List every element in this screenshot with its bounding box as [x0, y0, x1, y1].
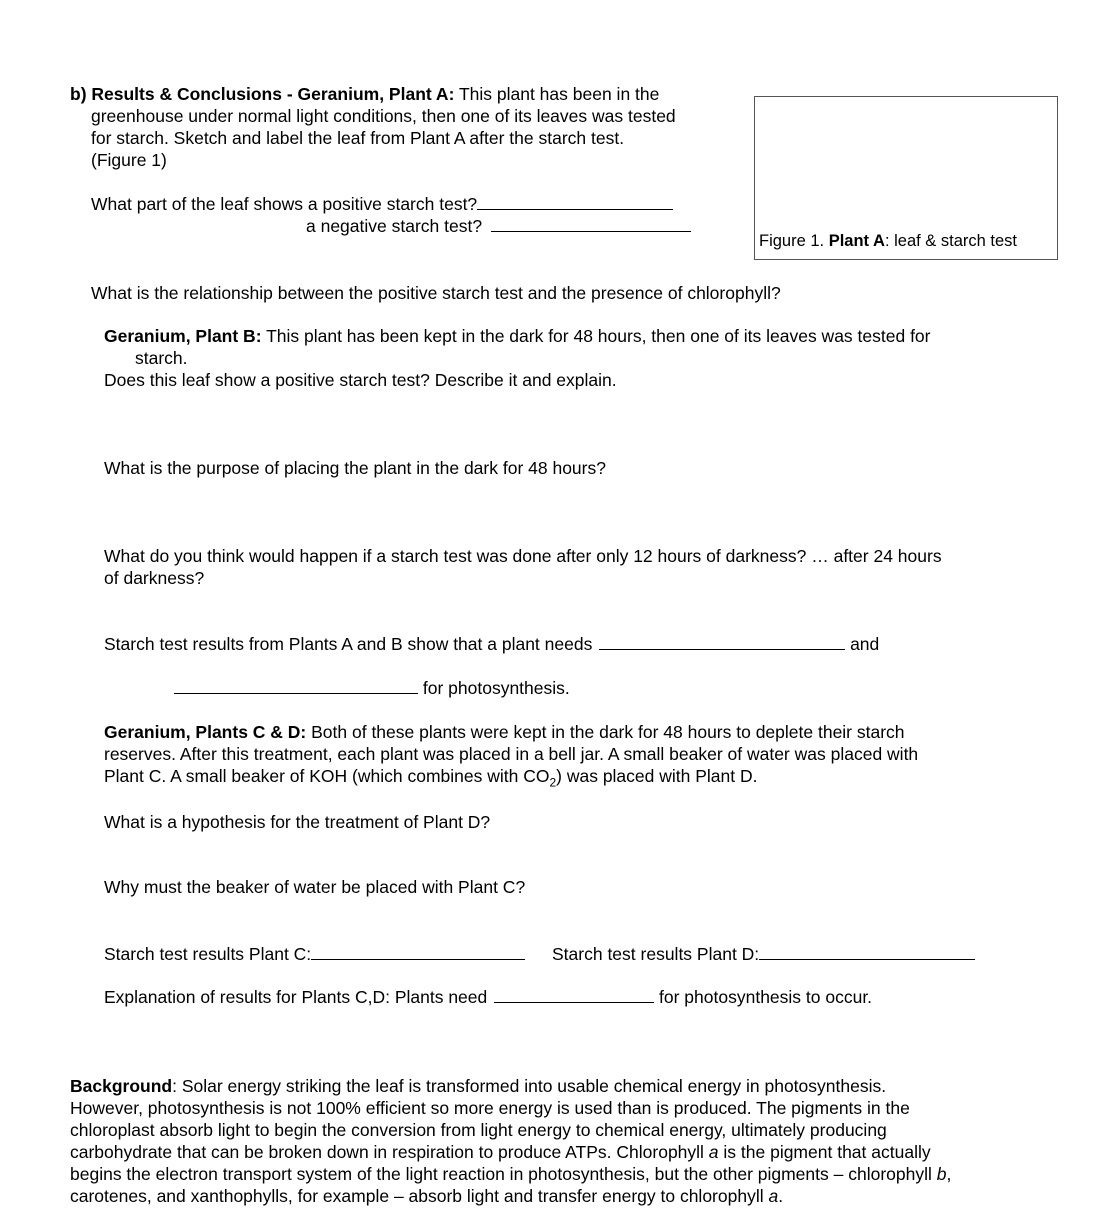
- figure-1-caption: [759, 230, 1017, 252]
- background-line-6: [70, 1185, 1050, 1207]
- plant-cd-heading-line: [104, 721, 905, 743]
- ab-results-statement-2: [174, 677, 570, 699]
- negative-starch-answer-line[interactable]: [491, 215, 691, 232]
- background-l5-italic: b: [936, 1164, 947, 1184]
- explanation-label: Explanation of results for Plants C,D: Plants need: [104, 987, 488, 1007]
- background-l5: begins the electron transport system of the light reaction in photosynthesis, but the other pigments – chlorophyll: [70, 1164, 937, 1184]
- plant-a-label: b) Results & Conclusions - Geranium, Plant A:: [70, 84, 455, 104]
- background-l4-italic: a: [708, 1142, 719, 1162]
- describe-question: Does this leaf show a positive starch test? Describe it and explain.: [104, 370, 617, 390]
- plant-cd-text-2: reserves. After this treatment, each plant was placed in a bell jar. A small beaker of water was placed with: [104, 744, 919, 764]
- background-l1: : Solar energy striking the leaf is transformed into usable chemical energy in photosynthesis.: [172, 1076, 887, 1096]
- background-line-3: chloroplast absorb light to begin the conversion from light energy to chemical energy, ultimately producing: [70, 1120, 887, 1140]
- plant-cd-text-3: [104, 765, 758, 790]
- result-c-label: Starch test results Plant C:: [104, 944, 312, 964]
- figure-caption-bold: Plant A: [828, 232, 885, 250]
- purpose-question: What is the purpose of placing the plant in the dark for 48 hours?: [104, 458, 606, 478]
- hypothesis-question: What is a hypothesis for the treatment of Plant D?: [104, 812, 491, 832]
- explanation-suffix: for photosynthesis to occur.: [659, 987, 873, 1007]
- background-l6-italic: a: [768, 1186, 779, 1206]
- ab-results-text: Starch test results from Plants A and B show that a plant needs: [104, 634, 593, 654]
- background-paragraph: [70, 1075, 1050, 1207]
- ab-results-answer-line-1[interactable]: [599, 633, 845, 650]
- plant-cd-text-1: Both of these plants were kept in the dark for 48 hours to deplete their starch: [306, 722, 905, 742]
- relationship-question: What is the relationship between the positive starch test and the presence of chlorophyll?: [91, 283, 781, 303]
- background-line-4: [70, 1141, 1050, 1163]
- plant-cd-text-3a: Plant C. A small beaker of KOH (which combines with CO: [104, 766, 550, 786]
- negative-starch-label: a negative starch test?: [306, 216, 483, 236]
- result-c-row: [104, 943, 525, 965]
- background-l5-end: ,: [946, 1164, 952, 1184]
- plant-a-text-3: for starch. Sketch and label the leaf from Plant A after the starch test.: [91, 128, 625, 148]
- result-d-row: [552, 943, 975, 965]
- positive-starch-answer-line[interactable]: [477, 193, 673, 210]
- plant-b-text-1: This plant has been kept in the dark for 48 hours, then one of its leaves was tested for: [261, 326, 931, 346]
- hours-question-line-1: What do you think would happen if a starch test was done after only 12 hours of darkness? … after 24 hours: [104, 546, 942, 566]
- result-c-answer-line[interactable]: [311, 943, 525, 960]
- figure-caption-prefix: Figure 1.: [759, 232, 829, 250]
- background-l6: carotenes, and xanthophylls, for example – absorb light and transfer energy to chlorophyll: [70, 1186, 769, 1206]
- result-d-answer-line[interactable]: [759, 943, 975, 960]
- result-d-label: Starch test results Plant D:: [552, 944, 760, 964]
- plant-cd-label: Geranium, Plants C & D:: [104, 722, 307, 742]
- positive-starch-label: What part of the leaf shows a positive starch test?: [91, 194, 478, 214]
- plant-cd-text-3b: ) was placed with Plant D.: [556, 766, 758, 786]
- water-question: Why must the beaker of water be placed with Plant C?: [104, 877, 526, 897]
- ab-results-and: and: [850, 634, 880, 654]
- background-label: Background: [70, 1076, 173, 1096]
- co2-subscript: 2: [549, 775, 557, 790]
- plant-a-text-1: This plant has been in the: [454, 84, 660, 104]
- plant-b-heading-line: [104, 325, 931, 347]
- hours-question-line-2: of darkness?: [104, 568, 205, 588]
- background-l4: carbohydrate that can be broken down in respiration to produce ATPs. Chlorophyll: [70, 1142, 709, 1162]
- plant-a-heading-line: [70, 83, 659, 105]
- positive-starch-question: [91, 193, 673, 215]
- ab-results-answer-line-2[interactable]: [174, 677, 418, 694]
- ab-results-for: for photosynthesis.: [422, 678, 570, 698]
- background-line-5: [70, 1163, 1050, 1185]
- negative-starch-question: [306, 215, 691, 237]
- ab-results-statement: [104, 633, 879, 655]
- background-line-1: [70, 1075, 1050, 1097]
- explanation-row: [104, 986, 872, 1008]
- figure-caption-suffix: : leaf & starch test: [884, 232, 1017, 250]
- background-l6-end: .: [778, 1186, 784, 1206]
- plant-b-text-2: starch.: [135, 348, 188, 368]
- background-line-2: However, photosynthesis is not 100% efficient so more energy is used than is produced. The pigments in the: [70, 1098, 910, 1118]
- plant-a-text-2: greenhouse under normal light conditions, then one of its leaves was tested: [91, 106, 676, 126]
- plant-b-label: Geranium, Plant B:: [104, 326, 262, 346]
- background-l4-end: is the pigment that actually: [718, 1142, 931, 1162]
- plant-a-text-4: (Figure 1): [91, 150, 167, 170]
- explanation-answer-line[interactable]: [494, 986, 654, 1003]
